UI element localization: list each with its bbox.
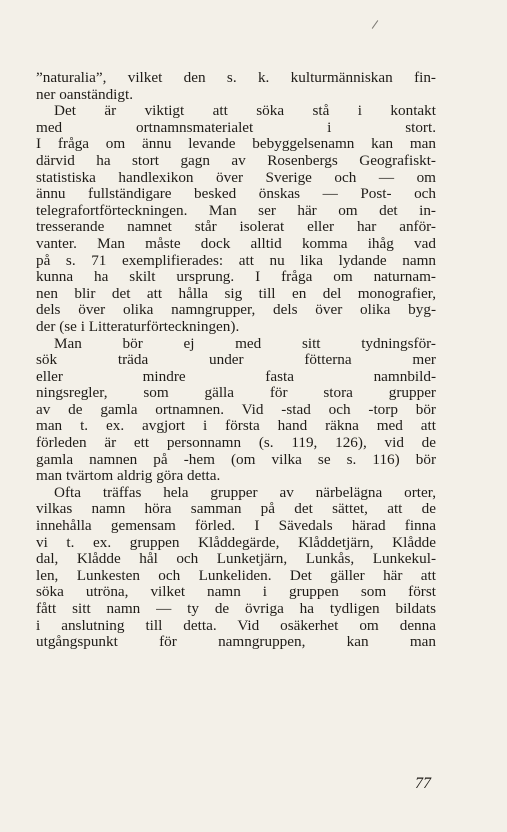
text-line: ningsregler, som gälla för stora grupper — [36, 385, 436, 402]
text-line: nen blir det att hålla sig till en del monografier, — [36, 285, 436, 302]
body-text — [36, 70, 436, 651]
text-line: I fråga om ännu levande bebyggelsenamn kan man — [36, 136, 436, 153]
text-line: dal, Klådde hål och Lunketjärn, Lunkås, Lunkekul- — [36, 551, 436, 568]
text-line: på s. 71 exemplifierades: att nu lika lydande namn — [36, 252, 436, 269]
text-line: ”naturalia”, vilket den s. k. kulturmänniskan fin- — [36, 70, 436, 86]
text-line: sök träda under fötterna mer — [36, 352, 436, 369]
text-line: i anslutning till detta. Vid osäkerhet om denna — [36, 617, 436, 634]
text-line: Man bör ej med sitt tydningsför- — [54, 335, 436, 352]
text-line: kunna ha skilt ursprung. I fråga om naturnam- — [36, 269, 436, 286]
text-line: innehålla gemensam förled. I Sävedals härad finna — [36, 518, 436, 535]
text-line: utgångspunkt för namngruppen, kan man — [36, 634, 436, 651]
text-line: Det är viktigt att söka stå i kontakt — [54, 103, 436, 120]
text-line: fått sitt namn — ty de övriga ha tydligen bildats — [36, 601, 436, 617]
text-line: man t. ex. avgjort i första hand räkna med att — [36, 418, 436, 435]
pencil-mark — [372, 20, 379, 29]
text-line: av de gamla ortnamnen. Vid -stad och -torp bör — [36, 401, 436, 418]
text-line: förleden är ett personnamn (s. 119, 126), vid de — [36, 435, 436, 452]
text-line: ner oanständigt. — [36, 86, 134, 103]
text-line: vi t. ex. gruppen Klåddegärde, Klåddetjärn, Klådde — [36, 534, 436, 551]
text-line: man tvärtom aldrig göra detta. — [36, 468, 221, 485]
text-line: dels över olika namngrupper, dels över olika byg- — [36, 302, 436, 319]
text-line: söka utröna, vilket namn i gruppen som först — [36, 584, 436, 601]
text-line: len, Lunkesten och Lunkeliden. Det gäller här att — [36, 567, 436, 584]
text-line: telegrafortförteckningen. Man ser här om det in- — [36, 202, 436, 219]
text-line: der (se i Litteraturförteckningen). — [36, 318, 240, 335]
text-line: gamla namnen på -hem (om vilka se s. 116) bör — [36, 451, 436, 468]
text-line: statistiska handlexikon över Sverige och — om — [36, 169, 436, 186]
text-line: Ofta träffas hela grupper av närbelägna orter, — [54, 484, 436, 501]
page-number: 77 — [415, 775, 431, 792]
text-line: därvid ha stort gagn av Rosenbergs Geografiskt- — [36, 152, 436, 169]
text-line: ännu fullständigare besked önskas — Post- och — [36, 186, 436, 203]
text-line: tresserande namnet står isolerat eller har anför- — [36, 219, 436, 236]
text-line: med ortnamnsmaterialet i stort. — [36, 119, 436, 136]
text-line: eller mindre fasta namnbild- — [36, 368, 436, 385]
text-line: vilkas namn höra samman på det sättet, att de — [36, 501, 436, 518]
text-line: vanter. Man måste dock alltid komma ihåg vad — [36, 235, 436, 252]
